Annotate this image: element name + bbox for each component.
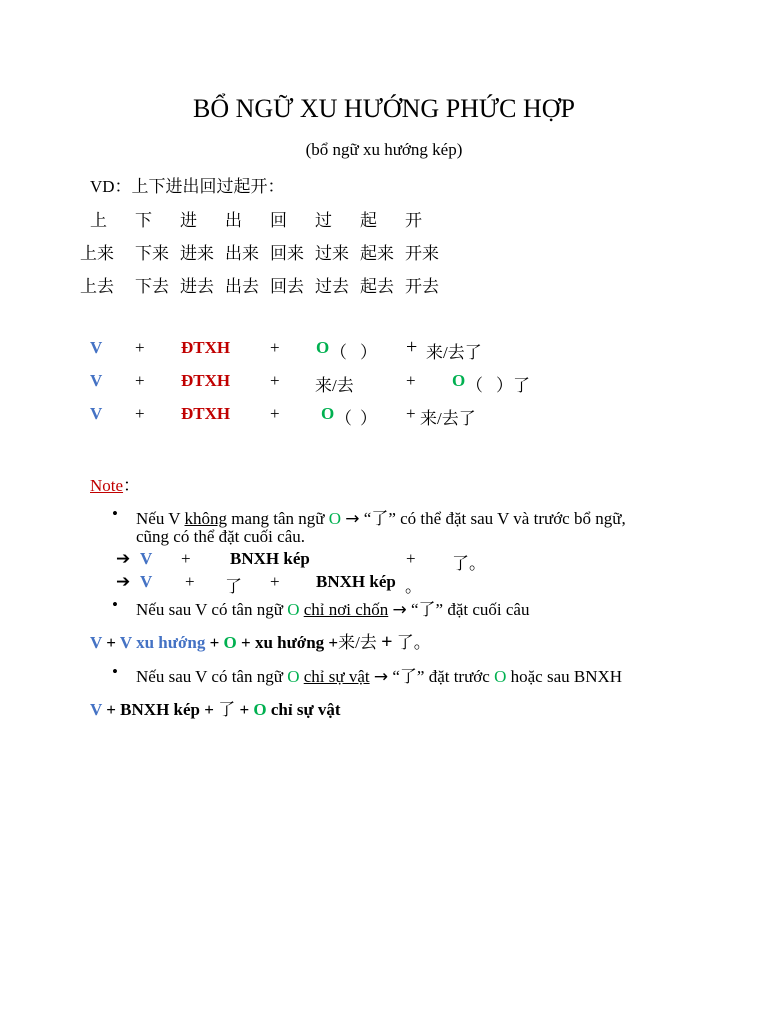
object-o: O bbox=[287, 600, 300, 619]
text-quote: “了” bbox=[411, 600, 444, 619]
grid-cell: 起来 bbox=[360, 244, 394, 263]
formula-plus: + bbox=[135, 371, 145, 390]
formula-plus: + bbox=[270, 404, 280, 423]
formula-laiqu: 来/去 bbox=[338, 633, 377, 652]
formula-o: O bbox=[321, 404, 335, 423]
formula-plus: + bbox=[181, 549, 191, 568]
text: đặt cuối câu bbox=[443, 600, 530, 619]
formula-le: 了 bbox=[225, 577, 242, 596]
formula-plus: + bbox=[381, 631, 393, 653]
formula-v: V bbox=[140, 572, 153, 591]
formula-end: ）了 bbox=[496, 376, 530, 395]
text: Nếu sau V có tân ngữ bbox=[136, 600, 288, 619]
bullet-dot: • bbox=[112, 595, 118, 614]
formula-v: V bbox=[140, 549, 153, 568]
formula-4 bbox=[90, 628, 431, 654]
grid-cell: 进 bbox=[180, 211, 197, 230]
formula-plus: + bbox=[209, 633, 220, 652]
formula-dtxh: ĐTXH bbox=[181, 371, 231, 390]
text: Nếu V bbox=[136, 509, 185, 528]
bullet-dot: • bbox=[112, 662, 118, 681]
grid-cell: 开去 bbox=[405, 277, 439, 296]
formula-plus: + bbox=[239, 700, 250, 719]
formula-plus: + bbox=[406, 404, 416, 423]
formula-v: V bbox=[90, 633, 102, 652]
formula-paren-open: （ bbox=[335, 409, 352, 428]
formula-plus: + bbox=[241, 633, 251, 652]
grid-cell: 上来 bbox=[80, 244, 114, 263]
formula-plus: + bbox=[406, 336, 418, 358]
note-bullet-1-line2: cũng có thể đặt cuối câu. bbox=[136, 527, 305, 546]
formula-plus: + bbox=[270, 371, 280, 390]
formula-end: 。 bbox=[405, 577, 422, 596]
grid-cell: 上 bbox=[90, 211, 107, 230]
text: hoặc sau BNXH bbox=[506, 667, 623, 686]
bold-arrow-icon: ➔ bbox=[116, 549, 131, 569]
note-label: Note bbox=[90, 476, 124, 495]
formula-plus: + bbox=[270, 338, 280, 357]
formula-v: V bbox=[90, 700, 102, 719]
formula-paren-close: ） bbox=[360, 409, 377, 428]
arrow-right-icon: → bbox=[392, 600, 407, 620]
object-o: O bbox=[494, 667, 507, 686]
formula-paren-close: ） bbox=[360, 343, 377, 362]
formula-le: 了 bbox=[218, 700, 236, 719]
text-quote: “了” bbox=[392, 667, 425, 686]
text-underlined: không bbox=[184, 509, 227, 528]
formula-bnxh: BNXH kép bbox=[316, 572, 396, 591]
formula-paren-open: （ bbox=[330, 343, 347, 362]
note-heading bbox=[90, 471, 140, 496]
formula-end: 来/去了 bbox=[420, 409, 476, 428]
formula-v: V bbox=[90, 371, 103, 390]
text-underlined: chỉ nơi chốn bbox=[303, 600, 389, 619]
formula-plus: + bbox=[328, 633, 339, 652]
text: đặt trước bbox=[424, 667, 495, 686]
text: mang tân ngữ bbox=[227, 509, 329, 528]
text-underlined: chỉ sự vật bbox=[303, 667, 370, 686]
formula-v: V bbox=[90, 338, 103, 357]
text: Nếu sau V có tân ngữ bbox=[136, 667, 288, 686]
grid-cell: 下 bbox=[135, 211, 152, 230]
bullet-dot: • bbox=[112, 504, 118, 523]
formula-laiqu: 来/去 bbox=[315, 376, 354, 395]
grid-cell: 回来 bbox=[270, 244, 304, 263]
grid-cell: 回去 bbox=[270, 277, 304, 296]
formula-paren-open: （ bbox=[466, 376, 483, 395]
page-subtitle: (bổ ngữ xu hướng kép) bbox=[305, 140, 463, 159]
formula-5 bbox=[90, 695, 341, 720]
text: có thể đặt sau V và trước bổ ngữ, bbox=[395, 509, 626, 528]
note-bullet-3 bbox=[136, 662, 622, 687]
formula-plus: + bbox=[406, 371, 416, 390]
formula-plus: + bbox=[185, 572, 195, 591]
grid-cell: 下来 bbox=[135, 244, 169, 263]
formula-plus: + bbox=[270, 572, 280, 591]
object-o: O bbox=[287, 667, 300, 686]
example-label: VD：上下进出回过起开： bbox=[90, 177, 285, 196]
formula-o: O bbox=[253, 700, 267, 719]
arrow-right-icon: → bbox=[373, 667, 389, 687]
formula-dtxh: ĐTXH bbox=[181, 338, 231, 357]
page-title: BỔ NGỮ XU HƯỚNG PHỨC HỢP bbox=[193, 94, 575, 123]
formula-plus: + bbox=[106, 633, 116, 652]
grid-cell: 出来 bbox=[225, 244, 259, 263]
grid-cell: 起去 bbox=[360, 277, 394, 296]
text-quote: “了” bbox=[363, 509, 396, 528]
grid-cell: 出去 bbox=[225, 277, 259, 296]
grid-cell: 回 bbox=[270, 211, 287, 230]
grid-cell: 过去 bbox=[315, 277, 349, 296]
note-bullet-1 bbox=[136, 504, 626, 529]
formula-le: 了。 bbox=[396, 633, 431, 652]
formula-o: O bbox=[223, 633, 237, 652]
formula-bnxh: BNXH kép bbox=[230, 549, 310, 568]
formula-plus: + bbox=[135, 338, 145, 357]
formula-o: O bbox=[452, 371, 466, 390]
note-colon: ： bbox=[123, 476, 141, 495]
grid-cell: 起 bbox=[360, 211, 377, 230]
formula-le: 了。 bbox=[452, 554, 486, 573]
formula-v: V bbox=[90, 404, 103, 423]
formula-plus: + bbox=[406, 549, 416, 568]
formula-end: 来/去了 bbox=[426, 343, 482, 362]
grid-cell: 开 bbox=[405, 211, 422, 230]
grid-cell: 上去 bbox=[80, 277, 114, 296]
arrow-right-icon: → bbox=[345, 509, 360, 529]
grid-cell: 进来 bbox=[180, 244, 214, 263]
grid-cell: 下去 bbox=[135, 277, 169, 296]
formula-direction: xu hướng bbox=[254, 633, 325, 652]
grid-cell: 出 bbox=[225, 211, 242, 230]
object-o: O bbox=[328, 509, 342, 528]
formula-v-direction: V xu hướng bbox=[119, 633, 206, 652]
note-bullet-2 bbox=[136, 595, 529, 620]
formula-object-desc: chỉ sự vật bbox=[270, 700, 341, 719]
grid-cell: 过来 bbox=[315, 244, 349, 263]
bold-arrow-icon: ➔ bbox=[116, 572, 131, 592]
formula-plus: + bbox=[135, 404, 145, 423]
grid-cell: 过 bbox=[315, 211, 332, 230]
formula-bnxh: + BNXH kép + bbox=[106, 700, 214, 719]
grid-cell: 开来 bbox=[405, 244, 439, 263]
formula-o: O bbox=[316, 338, 330, 357]
grid-cell: 进去 bbox=[180, 277, 214, 296]
formula-dtxh: ĐTXH bbox=[181, 404, 231, 423]
